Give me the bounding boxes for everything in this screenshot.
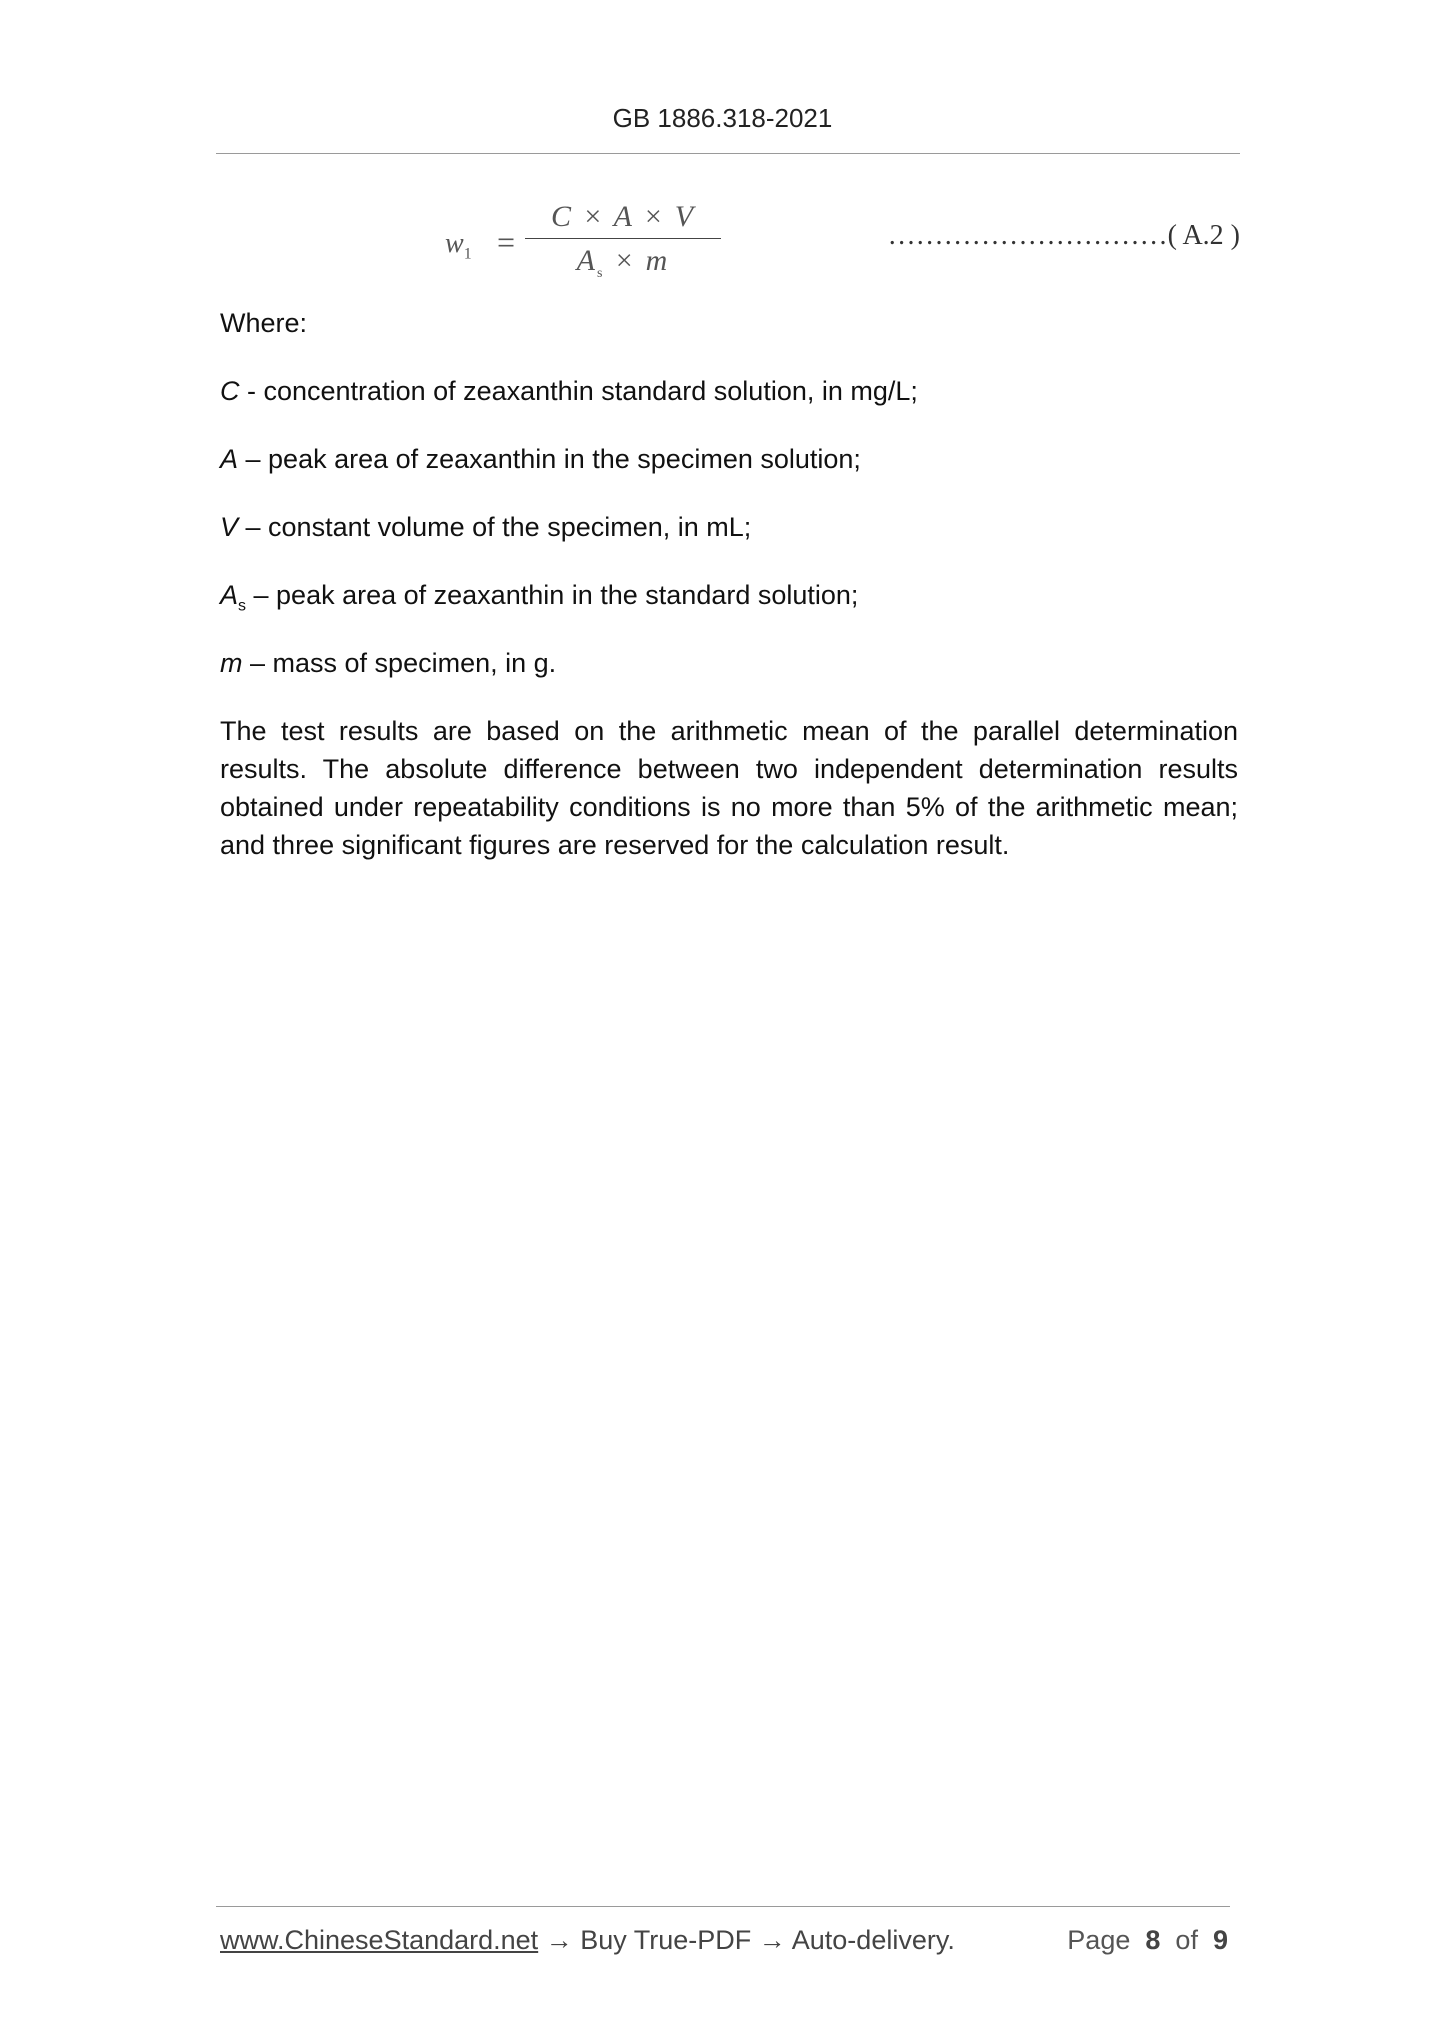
document-header: GB 1886.318-2021	[612, 103, 833, 133]
variable-definition-c	[220, 372, 1238, 410]
header-divider	[216, 153, 1240, 154]
formula-lhs	[445, 228, 472, 264]
variable-definition-a	[220, 440, 1238, 478]
variable-description: – constant volume of the specimen, in mL;	[238, 512, 752, 542]
variable-definition-v	[220, 508, 1238, 546]
buy-pdf-text: Buy True-PDF	[580, 1925, 752, 1955]
variable-symbol: C	[220, 376, 240, 406]
arrow-right-icon: →	[751, 1925, 792, 1955]
of-label: of	[1175, 1925, 1198, 1955]
formula-equals: =	[497, 224, 516, 260]
formula-denominator	[525, 244, 721, 282]
where-intro: Where:	[220, 308, 308, 338]
variable-symbol: A	[220, 580, 239, 610]
variable-description: – peak area of zeaxanthin in the standard solution;	[246, 580, 859, 610]
page-indicator	[960, 1925, 1228, 1956]
page-current: 8	[1145, 1925, 1161, 1955]
results-paragraph: The test results are based on the arithmetic mean of the parallel determination results. The absolute difference between two independent determination results obtained under repeatability conditions is no more than 5% of the arithmetic mean; and three significant figures are reserved for the calculation result.	[220, 716, 1238, 860]
variable-symbol: V	[220, 512, 239, 542]
variable-symbol: m	[220, 648, 243, 678]
variable-symbol: A	[220, 444, 239, 474]
footer-divider	[216, 1906, 1230, 1907]
auto-delivery-text: Auto-delivery.	[791, 1925, 955, 1955]
variable-description: - concentration of zeaxanthin standard solution, in mg/L;	[239, 376, 918, 406]
formula-lhs-sub: 1	[463, 245, 472, 263]
formula-fraction-bar	[525, 238, 721, 239]
formula-den-rest: × m	[604, 244, 670, 277]
formula-number: …………………………( A.2 )	[887, 220, 1240, 251]
footer-promo	[220, 1925, 955, 1956]
variable-subscript: s	[238, 597, 247, 615]
variable-definition-as	[220, 576, 1238, 625]
page-label: Page	[1067, 1925, 1131, 1955]
formula-den-var: A	[576, 244, 597, 277]
arrow-right-icon: →	[538, 1925, 581, 1955]
formula-lhs-var: w	[445, 228, 464, 259]
variable-description: – peak area of zeaxanthin in the specimen solution;	[238, 444, 861, 474]
page-total: 9	[1212, 1925, 1228, 1955]
variable-description: – mass of specimen, in g.	[242, 648, 557, 678]
variable-definition-m	[220, 644, 1238, 682]
website-link[interactable]: www.ChineseStandard.net	[220, 1925, 539, 1955]
formula-numerator: C × A × V	[550, 200, 696, 233]
formula-den-sub: s	[596, 266, 605, 281]
